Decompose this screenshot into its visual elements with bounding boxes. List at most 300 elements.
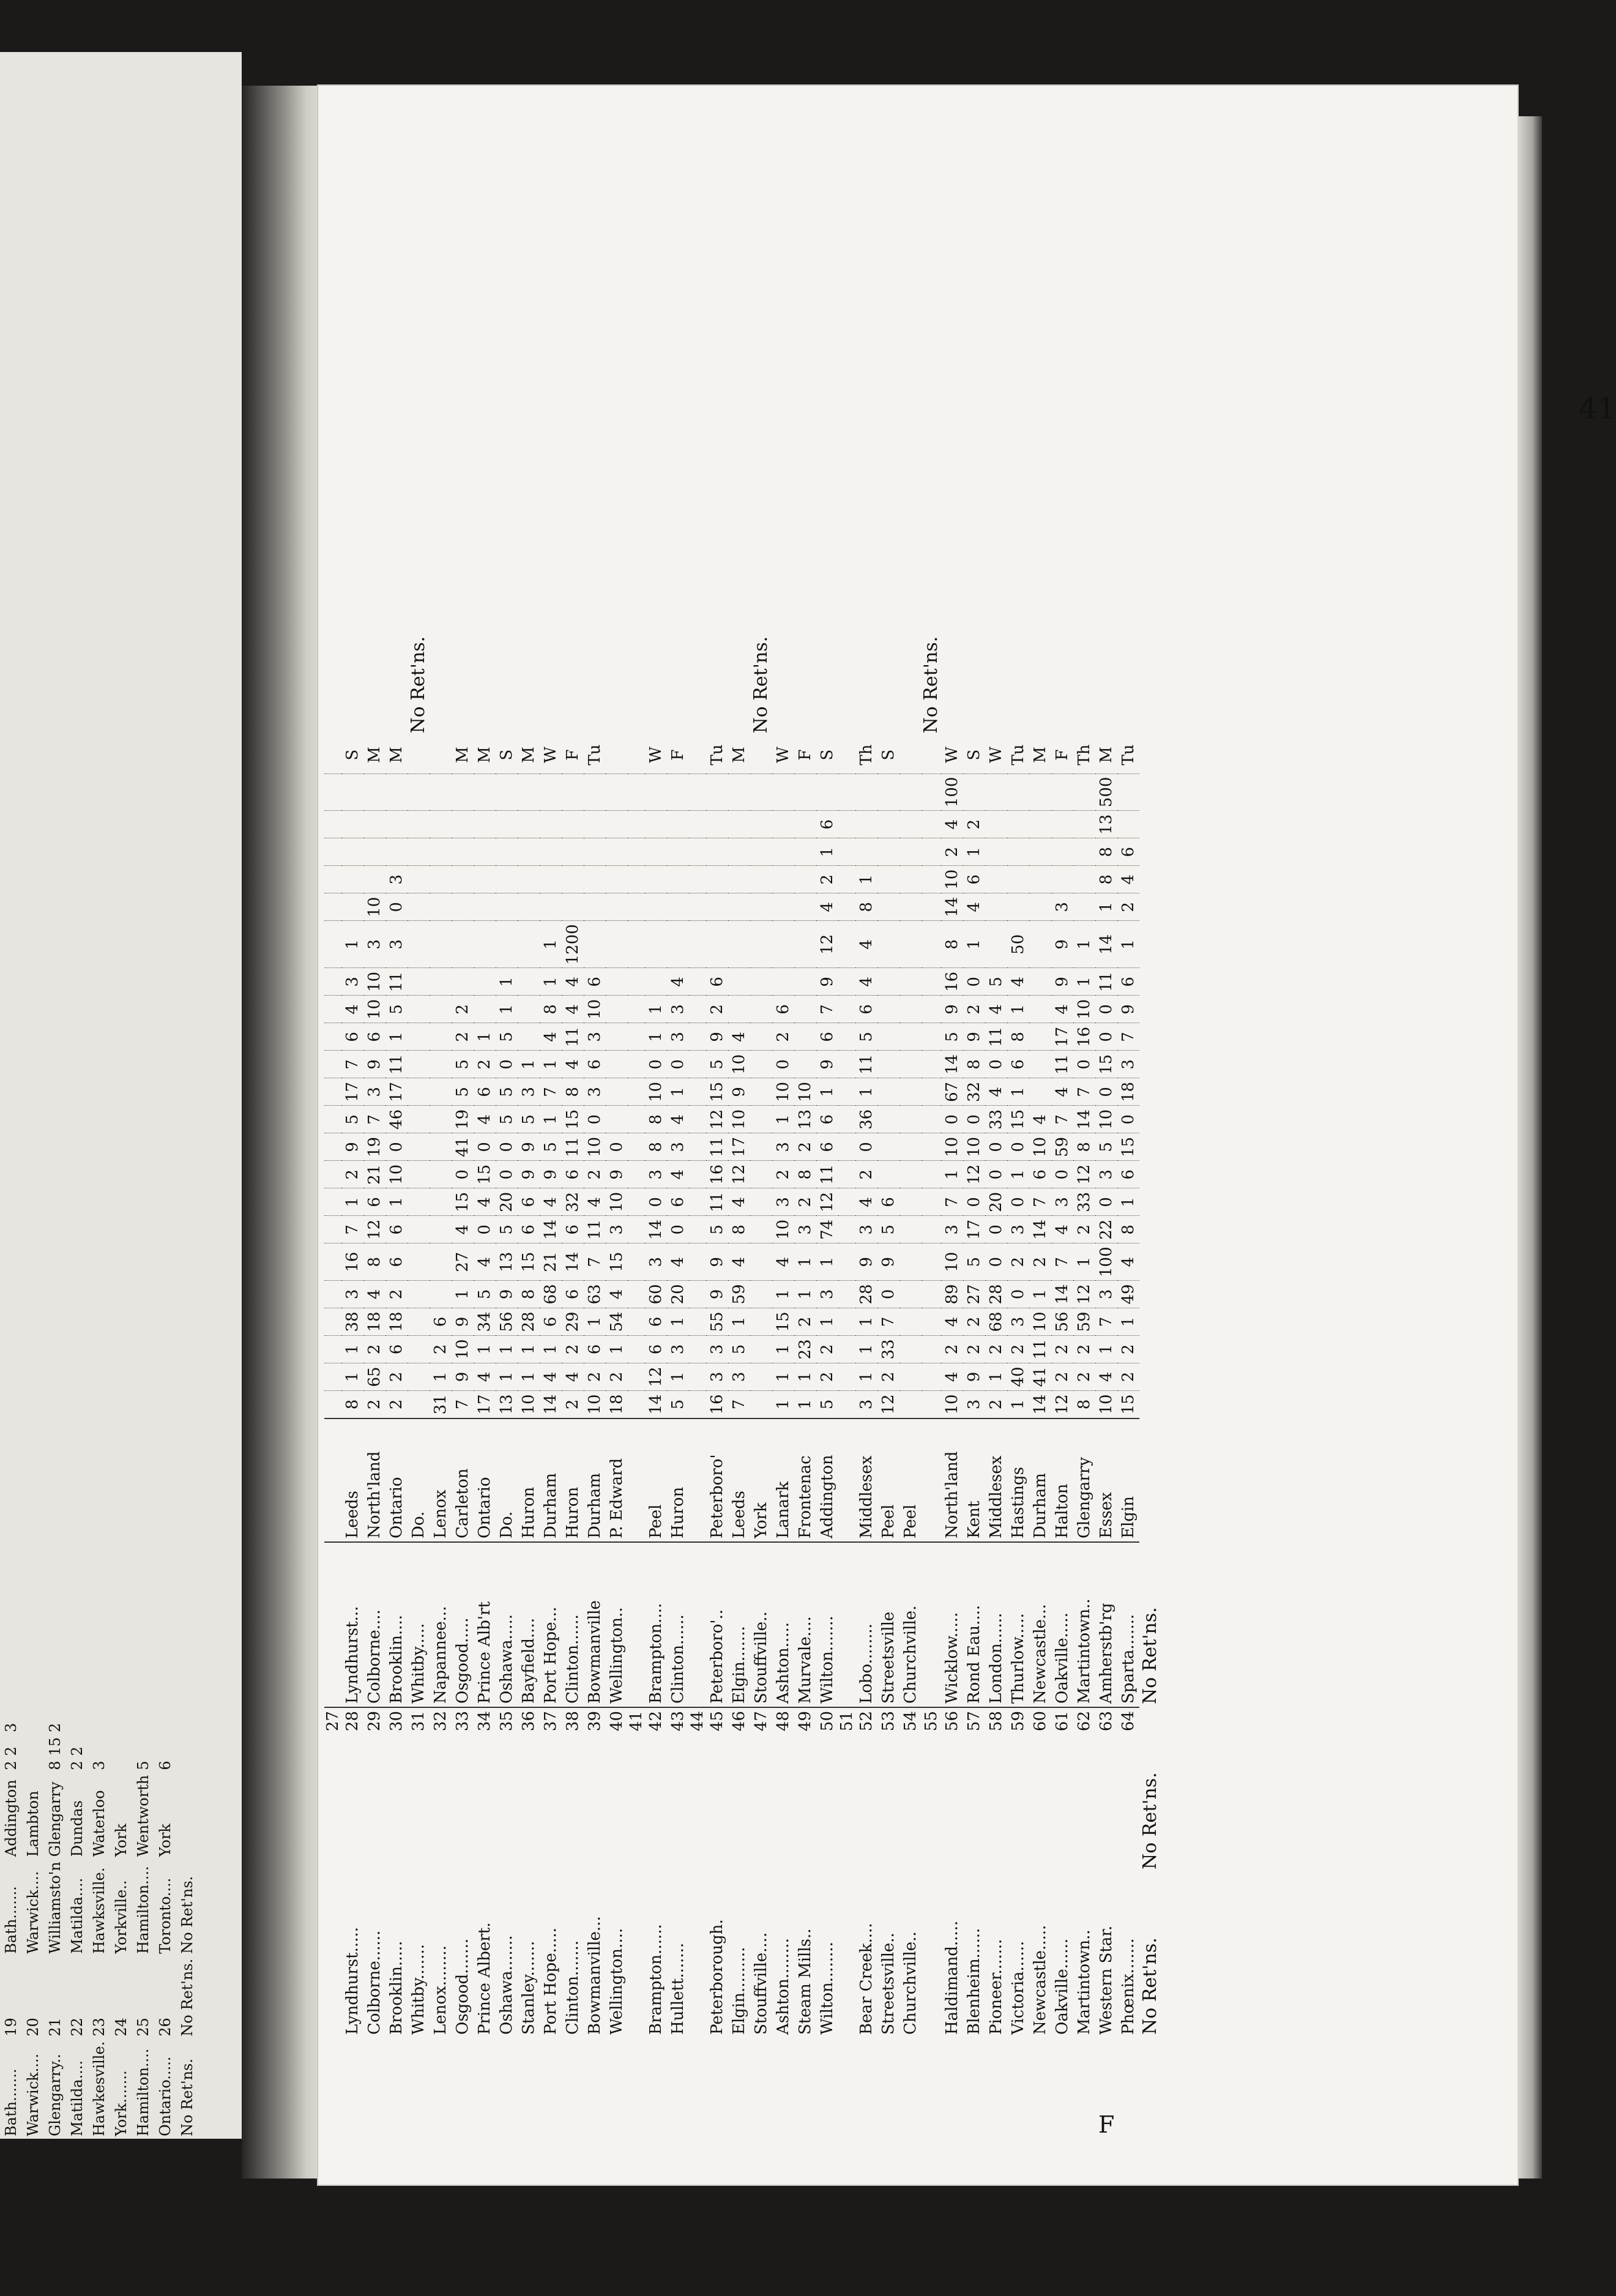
meeting-day xyxy=(750,737,772,774)
value-cell: 19 xyxy=(363,1133,385,1161)
place-name: Pioneer....... xyxy=(987,1939,1005,2035)
value-cell: 0 xyxy=(496,1161,518,1188)
value-cell xyxy=(474,968,496,996)
post-office: Napannee... xyxy=(430,1542,452,1707)
value-cell xyxy=(324,1363,341,1391)
value-cell: 4 xyxy=(1007,968,1029,996)
value-cell xyxy=(985,811,1007,838)
value-cell xyxy=(706,838,728,866)
table-row xyxy=(1007,572,1029,2038)
value-cell: 2 xyxy=(452,1023,474,1051)
value-cell xyxy=(1073,773,1095,811)
post-office: Lyndhurst... xyxy=(341,1542,363,1707)
value-cell: 74 xyxy=(816,1216,838,1243)
value-cell xyxy=(985,838,1007,866)
value-cell xyxy=(324,1023,341,1051)
value-cell xyxy=(689,1391,706,1419)
post-office xyxy=(922,1542,941,1707)
table-row xyxy=(728,572,750,2038)
value-cell xyxy=(628,1243,645,1281)
returns-note xyxy=(877,572,899,737)
value-cell: 4 xyxy=(667,1161,689,1188)
meeting-day: S xyxy=(343,749,362,761)
value-cell: 9 xyxy=(341,1133,363,1161)
value-cell: 21 xyxy=(540,1243,562,1281)
county-name: Huron xyxy=(667,1418,689,1542)
county-name: Carleton xyxy=(452,1418,474,1542)
value-cell: 2 xyxy=(1007,1243,1029,1281)
value-cell xyxy=(877,1161,899,1188)
row-number: 47 xyxy=(750,1707,772,1873)
value-cell: 7 xyxy=(452,1391,474,1419)
place-name: Wilton........ xyxy=(818,1942,836,2035)
post-office: Ashton..... xyxy=(772,1542,794,1707)
value-cell xyxy=(1029,968,1051,996)
value-cell xyxy=(324,1078,341,1106)
value-cell xyxy=(628,1281,645,1308)
value-cell: 1 xyxy=(496,968,518,996)
value-cell: 4 xyxy=(816,893,838,921)
table-row xyxy=(941,572,963,2038)
county-name: North'land xyxy=(363,1418,385,1542)
value-cell: 15 xyxy=(474,1161,496,1188)
returns-note xyxy=(941,572,963,737)
value-cell: 5 xyxy=(496,1106,518,1133)
value-cell xyxy=(750,1188,772,1216)
value-cell: 3 xyxy=(584,1078,606,1106)
value-cell: 4 xyxy=(728,1023,750,1051)
value-cell xyxy=(408,1051,430,1078)
value-cell xyxy=(385,811,408,838)
value-cell: 23 xyxy=(794,1336,816,1363)
row-number: 39 xyxy=(584,1707,606,1873)
value-cell xyxy=(452,921,474,968)
value-cell xyxy=(628,1336,645,1363)
value-cell xyxy=(855,838,877,866)
value-cell xyxy=(430,996,452,1023)
value-cell: 1 xyxy=(1073,1243,1095,1281)
value-cell: 4 xyxy=(474,1363,496,1391)
table-row xyxy=(855,572,877,2038)
value-cell: 0 xyxy=(855,1133,877,1161)
value-cell: 2 xyxy=(706,996,728,1023)
value-cell xyxy=(750,1308,772,1336)
value-cell: 4 xyxy=(562,996,584,1023)
value-cell: 6 xyxy=(474,1078,496,1106)
value-cell: 46 xyxy=(385,1106,408,1133)
value-cell xyxy=(584,921,606,968)
county-name xyxy=(324,1418,341,1542)
place-name xyxy=(689,1873,706,2038)
value-cell: 10 xyxy=(941,1243,963,1281)
meeting-day: S xyxy=(818,749,836,761)
value-cell: 12 xyxy=(1051,1391,1073,1419)
value-cell: 1 xyxy=(430,1363,452,1391)
returns-note xyxy=(628,572,645,737)
value-cell: 1 xyxy=(855,1336,877,1363)
post-office xyxy=(628,1542,645,1707)
value-cell xyxy=(645,968,667,996)
value-cell: 7 xyxy=(941,1188,963,1216)
place-name: Hawkesville. xyxy=(91,2041,108,2136)
value-cell xyxy=(922,1281,941,1308)
value-cell: 6 xyxy=(816,1133,838,1161)
place-name: Newcastle..... xyxy=(1031,1925,1049,2035)
value-cell: 0 xyxy=(963,1188,985,1216)
value-cell: 2 xyxy=(855,1161,877,1188)
value-cell xyxy=(606,968,628,996)
row-number: 41 xyxy=(628,1707,645,1873)
value-cell: 7 xyxy=(1073,1078,1095,1106)
value-cell xyxy=(408,773,430,811)
value-cell: 4 xyxy=(1117,1243,1139,1281)
value-cell: 14 xyxy=(941,893,963,921)
value-cell: 3 xyxy=(91,1761,108,1770)
value-cell xyxy=(385,773,408,811)
value-cell xyxy=(667,811,689,838)
place-name: Port Hope..... xyxy=(542,1928,560,2035)
value-cell: 19 xyxy=(452,1106,474,1133)
value-cell xyxy=(606,921,628,968)
value-cell xyxy=(540,866,562,893)
meeting-day xyxy=(899,737,922,774)
value-cell xyxy=(408,1188,430,1216)
value-cell: 0 xyxy=(1095,1023,1117,1051)
value-cell: 1 xyxy=(496,996,518,1023)
value-cell xyxy=(606,866,628,893)
value-cell: 7 xyxy=(341,1051,363,1078)
table-row xyxy=(452,572,474,2038)
value-cell xyxy=(408,1391,430,1419)
post-office: Brooklin.... xyxy=(385,1542,408,1707)
county-name xyxy=(838,1418,855,1542)
value-cell xyxy=(877,1051,899,1078)
row-number: 55 xyxy=(922,1707,941,1873)
value-cell xyxy=(562,893,584,921)
value-cell xyxy=(728,996,750,1023)
value-cell: 2 xyxy=(341,1161,363,1188)
place-name xyxy=(922,1873,941,2038)
value-cell: 9 xyxy=(963,1363,985,1391)
place-name: Stanley....... xyxy=(519,1940,538,2035)
meeting-day: M xyxy=(519,747,538,763)
value-cell xyxy=(562,866,584,893)
value-cell: 21 xyxy=(363,1161,385,1188)
value-cell: 1 xyxy=(496,1363,518,1391)
row-number: 32 xyxy=(430,1707,452,1873)
value-cell xyxy=(408,921,430,968)
post-office: Yorkville.. xyxy=(113,1880,130,1954)
value-cell xyxy=(706,773,728,811)
value-cell xyxy=(667,866,689,893)
place-name: Bath....... xyxy=(2,2068,20,2136)
value-cell xyxy=(324,866,341,893)
table-row xyxy=(1029,572,1051,2038)
value-cell xyxy=(430,1133,452,1161)
value-cell xyxy=(899,838,922,866)
value-cell xyxy=(899,968,922,996)
value-cell: 14 xyxy=(1029,1391,1051,1419)
meeting-day xyxy=(838,737,855,774)
value-cell xyxy=(750,811,772,838)
value-cell: 8 xyxy=(1007,1023,1029,1051)
value-cell: 0 xyxy=(1095,996,1117,1023)
value-cell: 6 xyxy=(706,968,728,996)
value-cell: 9 xyxy=(855,1243,877,1281)
value-cell: 28 xyxy=(855,1281,877,1308)
meeting-day: Th xyxy=(857,744,876,766)
value-cell: 1 xyxy=(385,1188,408,1216)
value-cell: 8 xyxy=(1095,838,1117,866)
value-cell xyxy=(628,1216,645,1243)
value-cell: 2 xyxy=(2,1761,20,1770)
value-cell: 12 xyxy=(706,1106,728,1133)
value-cell xyxy=(1051,811,1073,838)
value-cell: 1 xyxy=(772,1336,794,1363)
value-cell: 8 xyxy=(341,1391,363,1419)
value-cell xyxy=(794,893,816,921)
value-cell: 28 xyxy=(518,1308,540,1336)
value-cell xyxy=(877,838,899,866)
value-cell: 10 xyxy=(645,1078,667,1106)
value-cell: 2 xyxy=(562,1336,584,1363)
value-cell: 1 xyxy=(1007,1391,1029,1419)
value-cell: 60 xyxy=(645,1281,667,1308)
value-cell: 6 xyxy=(430,1308,452,1336)
post-office: Newcastle... xyxy=(1029,1542,1051,1707)
post-office xyxy=(838,1542,855,1707)
value-cell: 1 xyxy=(963,921,985,968)
value-cell: 3 xyxy=(772,1133,794,1161)
value-cell: 6 xyxy=(562,1216,584,1243)
value-cell xyxy=(838,1161,855,1188)
meeting-day: W xyxy=(647,747,665,763)
row-number: 34 xyxy=(474,1707,496,1873)
value-cell: 6 xyxy=(562,1281,584,1308)
value-cell: 3 xyxy=(341,1281,363,1308)
value-cell xyxy=(838,811,855,838)
value-cell: 11 xyxy=(584,1216,606,1243)
value-cell: 7 xyxy=(1117,1023,1139,1051)
value-cell xyxy=(324,1106,341,1133)
value-cell: 0 xyxy=(645,1051,667,1078)
returns-note xyxy=(341,572,363,737)
returns-note xyxy=(1073,572,1095,737)
value-cell: 2 xyxy=(1073,1336,1095,1363)
table-row xyxy=(518,572,540,2038)
row-number: 29 xyxy=(363,1707,385,1873)
value-cell xyxy=(518,968,540,996)
value-cell xyxy=(816,773,838,811)
value-cell xyxy=(750,866,772,893)
value-cell: 59 xyxy=(1051,1133,1073,1161)
value-cell: 1 xyxy=(816,1078,838,1106)
value-cell xyxy=(794,838,816,866)
value-cell xyxy=(408,811,430,838)
value-cell: 18 xyxy=(363,1308,385,1336)
value-cell xyxy=(324,1161,341,1188)
county-name: Peel xyxy=(877,1418,899,1542)
value-cell xyxy=(584,866,606,893)
value-cell xyxy=(838,773,855,811)
value-cell: 0 xyxy=(452,1161,474,1188)
value-cell: 2 xyxy=(941,1336,963,1363)
row-number: 33 xyxy=(452,1707,474,1873)
value-cell xyxy=(838,1023,855,1051)
value-cell xyxy=(985,893,1007,921)
value-cell: 14 xyxy=(1095,921,1117,968)
value-cell xyxy=(1117,773,1139,811)
value-cell: 3 xyxy=(1051,893,1073,921)
value-cell xyxy=(750,1078,772,1106)
value-cell: 14 xyxy=(562,1243,584,1281)
value-cell: 22 xyxy=(1095,1216,1117,1243)
value-cell xyxy=(922,838,941,866)
value-cell: 16 xyxy=(706,1391,728,1419)
value-cell: 14 xyxy=(1029,1216,1051,1243)
value-cell: 15 xyxy=(772,1308,794,1336)
value-cell xyxy=(1029,893,1051,921)
post-office: London...... xyxy=(985,1542,1007,1707)
value-cell: 6 xyxy=(772,996,794,1023)
table-row xyxy=(706,572,728,2038)
value-cell: 12 xyxy=(1073,1161,1095,1188)
county-name: Peel xyxy=(645,1418,667,1542)
value-cell: 15 xyxy=(1007,1106,1029,1133)
meeting-day: F xyxy=(796,749,814,761)
value-cell xyxy=(606,838,628,866)
place-name: Stouffville.... xyxy=(752,1932,770,2035)
value-cell: 1 xyxy=(772,1391,794,1419)
returns-note: No Ret'ns. xyxy=(179,2059,196,2136)
value-cell: 0 xyxy=(474,1133,496,1161)
value-cell: 5 xyxy=(985,968,1007,996)
value-cell xyxy=(750,1363,772,1391)
place-name: Peterborough. xyxy=(708,1919,726,2035)
value-cell xyxy=(540,893,562,921)
value-cell: 1 xyxy=(855,1363,877,1391)
value-cell: 4 xyxy=(667,1243,689,1281)
post-office: Toronto.... xyxy=(157,1877,174,1954)
value-cell: 17 xyxy=(474,1391,496,1419)
value-cell: 1 xyxy=(341,1363,363,1391)
value-cell: 5 xyxy=(496,1023,518,1051)
table-row xyxy=(385,572,408,2038)
value-cell xyxy=(794,996,816,1023)
value-cell xyxy=(324,1133,341,1161)
value-cell xyxy=(496,921,518,968)
value-cell xyxy=(922,1133,941,1161)
value-cell xyxy=(584,838,606,866)
value-cell xyxy=(838,1308,855,1336)
value-cell xyxy=(363,811,385,838)
value-cell xyxy=(324,996,341,1023)
value-cell xyxy=(385,838,408,866)
value-cell xyxy=(794,1051,816,1078)
notes-row xyxy=(176,1721,198,2139)
value-cell: 2 xyxy=(47,1723,64,1732)
value-cell: 10 xyxy=(606,1188,628,1216)
value-cell: 2 xyxy=(963,996,985,1023)
value-cell: 9 xyxy=(706,1023,728,1051)
value-cell: 2 xyxy=(562,1391,584,1419)
value-cell: 8 xyxy=(645,1133,667,1161)
place-name: Ashton........ xyxy=(774,1938,792,2035)
value-cell: 32 xyxy=(963,1078,985,1106)
value-cell: 4 xyxy=(941,1308,963,1336)
place-name: Brooklin..... xyxy=(387,1940,406,2035)
meeting-day: S xyxy=(879,749,898,761)
post-office: Bowmanville xyxy=(584,1542,606,1707)
value-cell: 6 xyxy=(518,1188,540,1216)
value-cell xyxy=(838,866,855,893)
value-cell: 2 xyxy=(772,1023,794,1051)
value-cell xyxy=(750,1133,772,1161)
value-cell xyxy=(408,1161,430,1188)
value-cell: 8 xyxy=(645,1106,667,1133)
value-cell: 5 xyxy=(341,1106,363,1133)
value-cell: 0 xyxy=(1095,1188,1117,1216)
value-cell: 1 xyxy=(341,1188,363,1216)
value-cell xyxy=(408,1216,430,1243)
value-cell: 1 xyxy=(341,1336,363,1363)
value-cell xyxy=(430,921,452,968)
value-cell: 6 xyxy=(877,1188,899,1216)
value-cell: 65 xyxy=(363,1363,385,1391)
place-name: Osgood....... xyxy=(453,1938,472,2035)
table-row xyxy=(44,1721,66,2139)
table-row xyxy=(0,1721,22,2139)
value-cell xyxy=(899,921,922,968)
value-cell: 5 xyxy=(855,1023,877,1051)
value-cell xyxy=(899,1391,922,1419)
value-cell: 3 xyxy=(645,1243,667,1281)
value-cell: 27 xyxy=(963,1281,985,1308)
value-cell: 18 xyxy=(1117,1078,1139,1106)
value-cell: 10 xyxy=(728,1106,750,1133)
value-cell: 17 xyxy=(963,1216,985,1243)
value-cell: 2 xyxy=(584,1161,606,1188)
value-cell: 4 xyxy=(855,921,877,968)
value-cell: 1 xyxy=(1117,1308,1139,1336)
table-row xyxy=(540,572,562,2038)
value-cell xyxy=(689,811,706,838)
row-number: 54 xyxy=(899,1707,922,1873)
value-cell: 2 xyxy=(2,1746,20,1756)
value-cell: 6 xyxy=(385,1243,408,1281)
county-name: Kent xyxy=(963,1418,985,1542)
post-office: Oshawa..... xyxy=(496,1542,518,1707)
value-cell: 4 xyxy=(562,1363,584,1391)
value-cell xyxy=(363,838,385,866)
page-number: 41 xyxy=(1579,392,1616,426)
value-cell: 1 xyxy=(518,1363,540,1391)
meeting-day: Tu xyxy=(1009,744,1027,766)
value-cell: 8 xyxy=(1117,1216,1139,1243)
returns-note xyxy=(474,572,496,737)
value-cell: 13 xyxy=(794,1106,816,1133)
value-cell xyxy=(772,968,794,996)
value-cell xyxy=(430,1243,452,1281)
value-cell: 4 xyxy=(474,1106,496,1133)
value-cell xyxy=(606,773,628,811)
value-cell: 10 xyxy=(941,1133,963,1161)
value-cell xyxy=(728,811,750,838)
value-cell: 3 xyxy=(855,1216,877,1243)
value-cell xyxy=(408,1078,430,1106)
value-cell: 3 xyxy=(1117,1051,1139,1078)
value-cell: 2 xyxy=(794,1188,816,1216)
